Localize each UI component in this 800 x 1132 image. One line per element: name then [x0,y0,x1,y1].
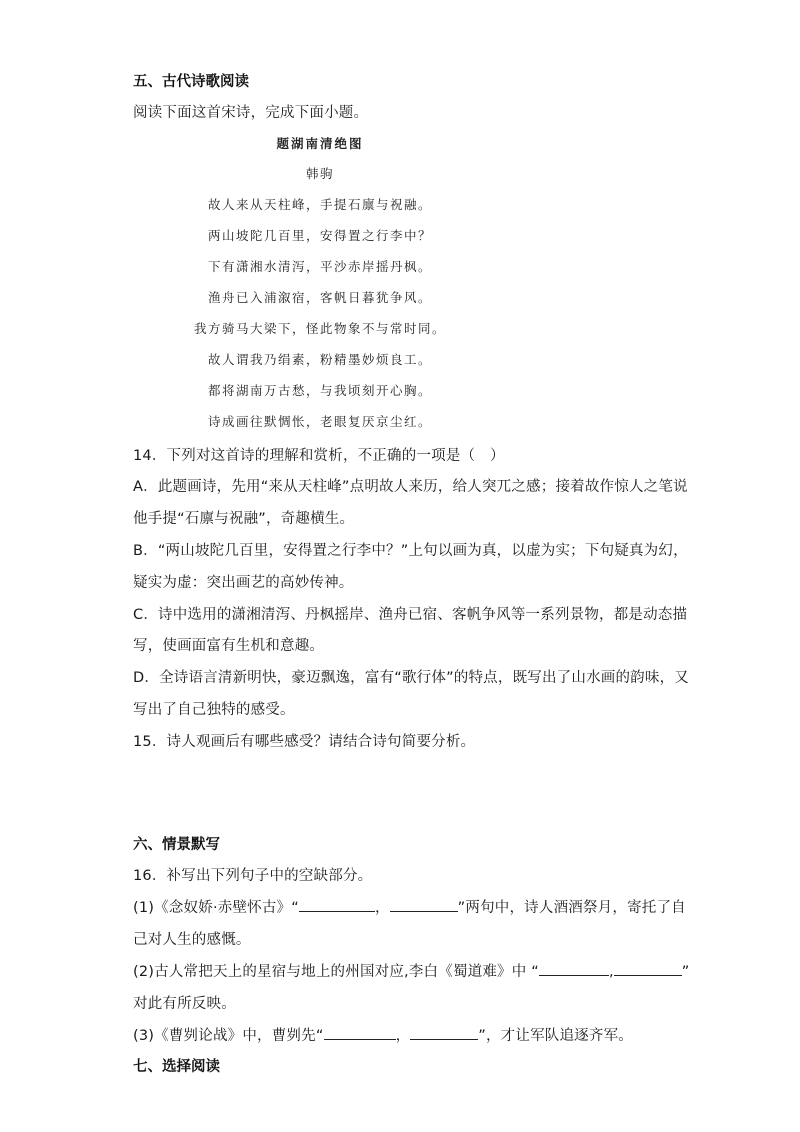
item-2-suffix: ” [681,964,690,980]
item-1-comma: ， [374,900,390,916]
answer-blank[interactable] [390,897,458,912]
answer-blank[interactable] [614,961,682,976]
poem-line: 我方骑马大梁下，怪此物象不与常时同。 [193,321,446,336]
poem-title: 题湖南清绝图 [276,136,364,151]
dictation-item-3 [133,1024,633,1045]
option-c-line-1: C．诗中选用的潇湘清泻、丹枫摇岸、渔舟已宿、客帆争风等一系列景物，都是动态描 [133,607,688,623]
dictation-item-2 [133,960,690,981]
item-1-prefix: (1)《念奴娇·赤壁怀古》“ [133,900,299,916]
answer-blank[interactable] [324,1025,396,1040]
section-heading-selective-reading: 七、选择阅读 [133,1059,220,1075]
item-2-prefix: (2)古人常把天上的星宿与地上的州国对应,李白《蜀道难》中 “ [133,964,539,980]
dictation-item-1-line-2: 己对人生的感慨。 [133,932,251,948]
poem-author: 韩驹 [305,166,334,181]
item-3-comma: ， [395,1028,411,1044]
answer-blank[interactable] [410,1025,478,1040]
option-a-line-2: 他手提“石廪与祝融”，奇趣横生。 [133,511,355,527]
item-3-suffix: ”，才让军队追逐齐军。 [478,1028,633,1044]
poem-line: 渔舟已入浦溆宿，客帆日暮犹争风。 [207,290,432,305]
section-heading-dictation: 六、情景默写 [133,837,220,853]
poem-line: 诗成画往默惆怅，老眼复厌京尘红。 [207,414,432,429]
item-1-suffix: ”两句中，诗人酒酒祭月，寄托了自 [457,900,686,916]
question-16-stem: 16．补写出下列句子中的空缺部分。 [133,868,373,884]
dictation-item-1 [133,896,686,917]
option-d-line-1: D．全诗语言清新明快，豪迈飘逸，富有“歌行体”的特点，既写出了山水画的韵味，又 [133,670,689,686]
question-14-stem: 14．下列对这首诗的理解和赏析，不正确的一项是（ ） [133,448,505,464]
answer-blank[interactable] [299,897,375,912]
poem-line: 都将湖南万古愁，与我顷刻开心胸。 [207,383,432,398]
option-c-line-2: 写，使画面富有生机和意趣。 [133,638,325,654]
option-b-line-1: B．“两山坡陀几百里，安得置之行李中？”上句以画为真，以虚为实；下句疑真为幻， [133,543,688,559]
answer-blank[interactable] [539,961,609,976]
section-intro: 阅读下面这首宋诗，完成下面小题。 [133,105,369,121]
poem-line: 两山坡陀几百里，安得置之行李中？ [207,228,432,243]
dictation-item-2-line-2: 对此有所反映。 [133,996,236,1012]
section-heading-ancient-poetry: 五、古代诗歌阅读 [133,74,249,90]
option-a-line-1: A．此题画诗，先用“来从天柱峰”点明故人来历，给人突兀之感；接着故作惊人之笔说 [133,479,688,495]
option-b-line-2: 疑实为虚：突出画艺的高妙传神。 [133,575,354,591]
poem-line: 下有潇湘水清泻，平沙赤岸摇丹枫。 [207,259,432,274]
item-2-comma: , [608,964,614,980]
option-d-line-2: 写出了自己独特的感受。 [133,702,295,718]
question-15-stem: 15．诗人观画后有哪些感受？请结合诗句简要分析。 [133,734,476,750]
poem-line: 故人谓我乃绢素，粉精墨妙烦良工。 [207,352,432,367]
poem-line: 故人来从天柱峰，手提石廪与祝融。 [207,197,432,212]
item-3-prefix: (3)《曹刿论战》中，曹刿先“ [133,1028,324,1044]
